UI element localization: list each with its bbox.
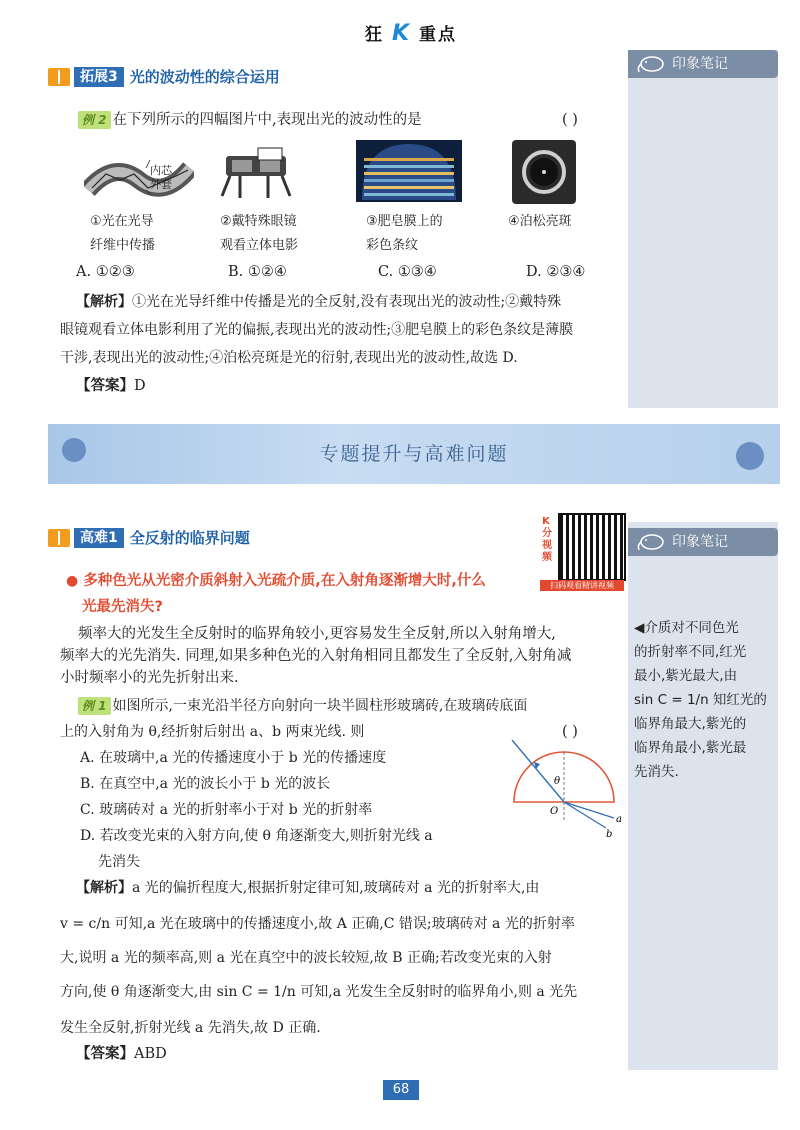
notes-sidebar-top xyxy=(628,50,778,408)
caption-1: ①光在光导 纤维中传播 xyxy=(90,214,156,253)
analysis-line: v = c/n 可知,a 光在玻璃中的传播速度小,故 A 正确,C 错误;玻璃砖对 a 光的折射率 xyxy=(60,916,575,932)
header-k-logo: K xyxy=(391,21,412,46)
option-d: D. 若改变光束的入射方向,使 θ 角逐渐变大,则折射光线 a xyxy=(80,828,433,844)
3d-glasses-figure xyxy=(218,146,294,202)
example-label: 例 2 xyxy=(78,111,111,129)
notes-sidebar-title: 印象笔记 xyxy=(672,534,728,550)
analysis-line-3: 干涉,表现出光的波动性;④泊松亮斑是光的衍射,表现出光的波动性,故选 D. xyxy=(60,350,518,366)
notes-sidebar-title: 印象笔记 xyxy=(672,56,728,72)
section-tag: 高难1 xyxy=(74,528,124,548)
origin-label: O xyxy=(550,806,559,817)
option-c: C. 玻璃砖对 a 光的折射率小于对 b 光的折射率 xyxy=(80,802,373,818)
ray-b-label: b xyxy=(606,829,613,840)
answer-blank: ( ) xyxy=(562,112,578,128)
analysis-line-2: 眼镜观看立体电影利用了光的偏振,表现出光的波动性;③肥皂膜上的彩色条纹是薄膜 xyxy=(60,322,574,338)
qr-code[interactable] xyxy=(558,513,626,581)
book-icon xyxy=(48,68,70,86)
note-line: 最小,紫光最大,由 xyxy=(634,668,738,684)
question-text: 在下列所示的四幅图片中,表现出光的波动性的是 xyxy=(112,112,422,128)
note-line: 先消失. xyxy=(634,764,679,780)
note-line: sin C = 1/n 知红光的 xyxy=(634,692,767,708)
qr-hint: 扫码观看精讲视频 xyxy=(540,580,624,591)
answer-blank: ( ) xyxy=(562,724,578,740)
section-heading-hard xyxy=(48,527,250,548)
answer-1: 【答案】D xyxy=(76,378,146,394)
sidebar-note xyxy=(628,556,778,784)
book-icon xyxy=(48,529,70,547)
note-line: ◀介质对不同色光 xyxy=(634,620,739,636)
example-label: 例 1 xyxy=(78,697,111,715)
analysis-line: 发生全反射,折射光线 a 先消失,故 D 正确. xyxy=(60,1020,321,1036)
key-question-line-2: 光最先消失? xyxy=(82,599,163,615)
label-outer-cladding: 外套 xyxy=(150,178,172,191)
bullet-icon: ● xyxy=(66,573,79,589)
note-line: 临界角最小,紫光最 xyxy=(634,740,747,756)
running-header xyxy=(356,20,466,46)
option-a: A. ①②③ xyxy=(76,264,135,280)
analysis-line: 大,说明 a 光的频率高,则 a 光在真空中的波长较短,故 B 正确;若改变光束的入射 xyxy=(60,950,552,966)
caption-2: ②戴特殊眼镜 观看立体电影 xyxy=(220,214,299,253)
header-prefix: 狂 xyxy=(365,25,385,45)
label-inner-core: 内芯 xyxy=(150,164,172,177)
option-b: B. 在真空中,a 光的波长小于 b 光的波长 xyxy=(80,776,331,792)
ray-a-label: a xyxy=(616,814,622,825)
option-b: B. ①②④ xyxy=(228,264,287,280)
key-question: ● 多种色光从光密介质斜射入光疏介质,在入射角逐渐增大时,什么 xyxy=(66,573,486,589)
explanation-line-3: 小时频率小的光先折射出来. xyxy=(60,670,239,686)
explanation-line-1: 频率大的光发生全反射时的临界角较小,更容易发生全反射,所以入射角增大, xyxy=(78,626,556,642)
fiber-labels xyxy=(150,164,172,192)
notes-sidebar-header xyxy=(628,50,778,78)
example-2-question xyxy=(78,106,618,134)
analysis-line: 方向,使 θ 角逐渐变大,由 sin C = 1/n 可知,a 光发生全反射时的临界角小,则 a 光先 xyxy=(60,984,578,1000)
page-number: 68 xyxy=(383,1080,419,1100)
chapter-banner xyxy=(48,424,780,484)
elephant-icon xyxy=(636,55,666,73)
section-tag: 拓展3 xyxy=(74,67,124,87)
banner-title: 专题提升与高难问题 xyxy=(319,443,509,465)
notes-sidebar-bottom xyxy=(628,522,778,1070)
option-d: D. ②③④ xyxy=(526,264,586,280)
soap-film-figure xyxy=(356,140,462,202)
k-video-label: K分视频 xyxy=(542,516,552,563)
caption-4: ④泊松亮斑 xyxy=(508,214,572,229)
example-1-question-line-2: 上的入射角为 θ,经折射后射出 a、b 两束光线. 则 xyxy=(60,724,365,740)
header-suffix: 重点 xyxy=(418,25,457,45)
caption-3: ③肥皂膜上的 彩色条纹 xyxy=(366,214,443,253)
note-line: 的折射率不同,红光 xyxy=(634,644,747,660)
option-d-cont: 先消失 xyxy=(98,854,140,870)
analysis-block-1: 【解析】①光在光导纤维中传播是光的全反射,没有表现出光的波动性;②戴特殊 xyxy=(76,294,562,310)
option-a: A. 在玻璃中,a 光的传播速度小于 b 光的传播速度 xyxy=(80,750,387,766)
poisson-spot-figure xyxy=(512,140,576,204)
elephant-icon xyxy=(636,533,666,551)
note-line: 临界角最大,紫光的 xyxy=(634,716,747,732)
optical-fiber-figure xyxy=(84,150,194,208)
option-c: C. ①③④ xyxy=(378,264,437,280)
semicircle-refraction-diagram xyxy=(502,740,626,840)
notes-sidebar-header xyxy=(628,528,778,556)
section-heading-extension xyxy=(48,66,280,87)
answer-2: 【答案】ABD xyxy=(76,1046,167,1062)
section-title: 全反射的临界问题 xyxy=(129,529,250,547)
section-title: 光的波动性的综合运用 xyxy=(129,68,280,86)
analysis-block-2: 【解析】a 光的偏折程度大,根据折射定律可知,玻璃砖对 a 光的折射率大,由 xyxy=(76,880,540,896)
explanation-line-2: 频率大的光先消失. 同理,如果多种色光的入射角相同且都发生了全反射,入射角减 xyxy=(60,648,572,664)
example-1-question: 例 1 如图所示,一束光沿半径方向射向一块半圆柱形玻璃砖,在玻璃砖底面 xyxy=(78,692,623,720)
theta-label: θ xyxy=(554,776,561,787)
